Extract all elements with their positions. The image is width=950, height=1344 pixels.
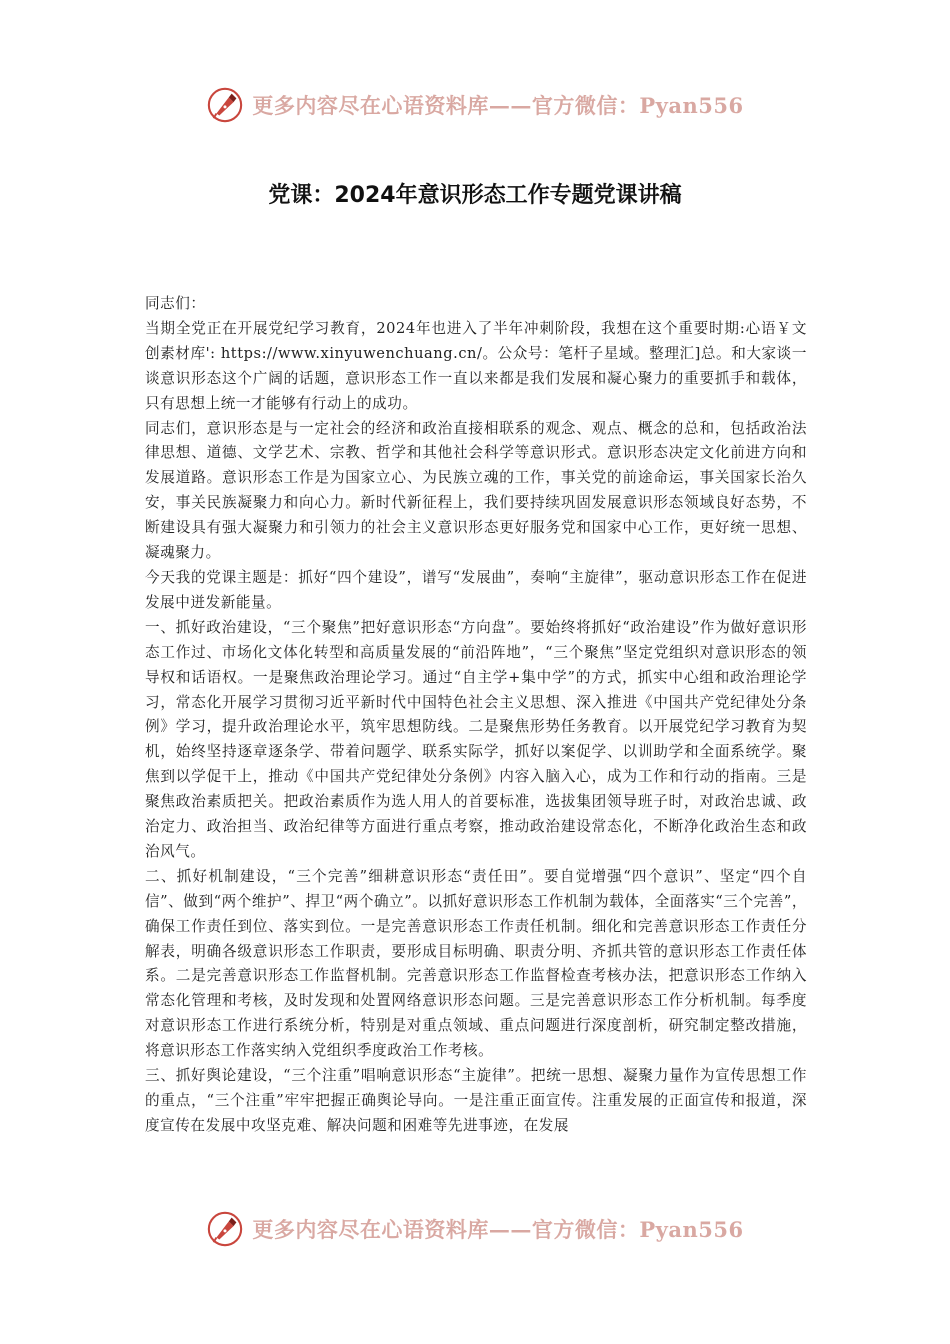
paragraph-intro: 当期全党正在开展党纪学习教育，2024年也进入了半年冲刺阶段，我想在这个重要时期:心语￥文创素材库': https://www.xinyuwenchuang.cn/。公众号：笔杆子星域。整理汇]总。和大家谈一谈意识形态这个广阔的话题，意识形态工作一直以来都是我们发展和凝心聚力的重要抓手和载体，只有思想上统一才能够有行动上的成功。 xyxy=(145,319,807,412)
banner-text: 更多内容尽在心语资料库——官方微信：Pyan556 xyxy=(252,1217,744,1242)
document-body xyxy=(145,292,807,1139)
pen-nib-icon xyxy=(206,1210,244,1248)
section-political-building: 一、抓好政治建设，“三个聚焦”把好意识形态“方向盘”。要始终将抓好“政治建设”作为做好意识形态工作过、市场化文体化转型和高质量发展的“前沿阵地”，“三个聚焦”坚定党组织对意识形态的领导权和话语权。一是聚焦政治理论学习。通过“自主学+集中学”的方式，抓实中心组和政治理论学习，常态化开展学习贯彻习近平新时代中国特色社会主义思想、深入推进《中国共产党纪律处分条例》学习，提升政治理论水平，筑牢思想防线。二是聚焦形势任务教育。以开展党纪学习教育为契机，始终坚持逐章逐条学、带着问题学、联系实际学，抓好以案促学、以训助学和全面系统学。聚焦到以学促干上，推动《中国共产党纪律处分条例》内容入脑入心，成为工作和行动的指南。三是聚焦政治素质把关。把政治素质作为选人用人的首要标准，选拔集团领导班子时，对政治忠诚、政治定力、政治担当、政治纪律等方面进行重点考察，推动政治建设常态化，不断净化政治生态和政治风气。 xyxy=(145,618,807,860)
pen-nib-icon xyxy=(206,86,244,124)
document-title: 党课：2024年意识形态工作专题党课讲稿 xyxy=(268,183,682,208)
paragraph-theme: 今天我的党课主题是：抓好“四个建设”，谱写“发展曲”，奏响“主旋律”，驱动意识形态工作在促进发展中迸发新能量。 xyxy=(145,568,807,611)
section-public-opinion-building: 三、抓好舆论建设，“三个注重”唱响意识形态“主旋律”。把统一思想、凝聚力量作为宣传思想工作的重点，“三个注重”牢牢把握正确舆论导向。一是注重正面宣传。注重发展的正面宣传和报道，深度宣传在发展中攻坚克难、解决问题和困难等先进事迹，在发展 xyxy=(145,1067,807,1134)
section-mechanism-building: 二、抓好机制建设，“三个完善”细耕意识形态“责任田”。要自觉增强“四个意识”、坚定“四个自信”、做到“两个维护”、捍卫“两个确立”。以抓好意识形态工作机制为载体，全面落实“三个完善”，确保工作责任到位、落实到位。一是完善意识形态工作责任机制。细化和完善意识形态工作责任分解表，明确各级意识形态工作职责，要形成目标明确、职责分明、齐抓共管的意识形态工作责任体系。二是完善意识形态工作监督机制。完善意识形态工作监督检查考核办法，把意识形态工作纳入常态化管理和考核，及时发现和处置网络意识形态问题。三是完善意识形态工作分析机制。每季度对意识形态工作进行系统分析，特别是对重点领域、重点问题进行深度剖析，研究制定整改措施，将意识形态工作落实纳入党组织季度政治工作考核。 xyxy=(145,867,807,1060)
paragraph-definition: 同志们，意识形态是与一定社会的经济和政治直接相联系的观念、观点、概念的总和，包括政治法律思想、道德、文学艺术、宗教、哲学和其他社会科学等意识形式。意识形态决定文化前进方向和发展道路。意识形态工作是为国家立心、为民族立魂的工作，事关党的前途命运，事关国家长治久安，事关民族凝聚力和向心力。新时代新征程上，我们要持续巩固发展意识形态领域良好态势，不断建设具有强大凝聚力和引领力的社会主义意识形态更好服务党和国家中心工作，更好统一思想、凝魂聚力。 xyxy=(145,419,807,562)
salutation: 同志们： xyxy=(145,295,206,312)
banner-text: 更多内容尽在心语资料库——官方微信：Pyan556 xyxy=(252,93,744,118)
footer-watermark-banner xyxy=(0,1204,950,1254)
header-watermark-banner xyxy=(0,80,950,130)
